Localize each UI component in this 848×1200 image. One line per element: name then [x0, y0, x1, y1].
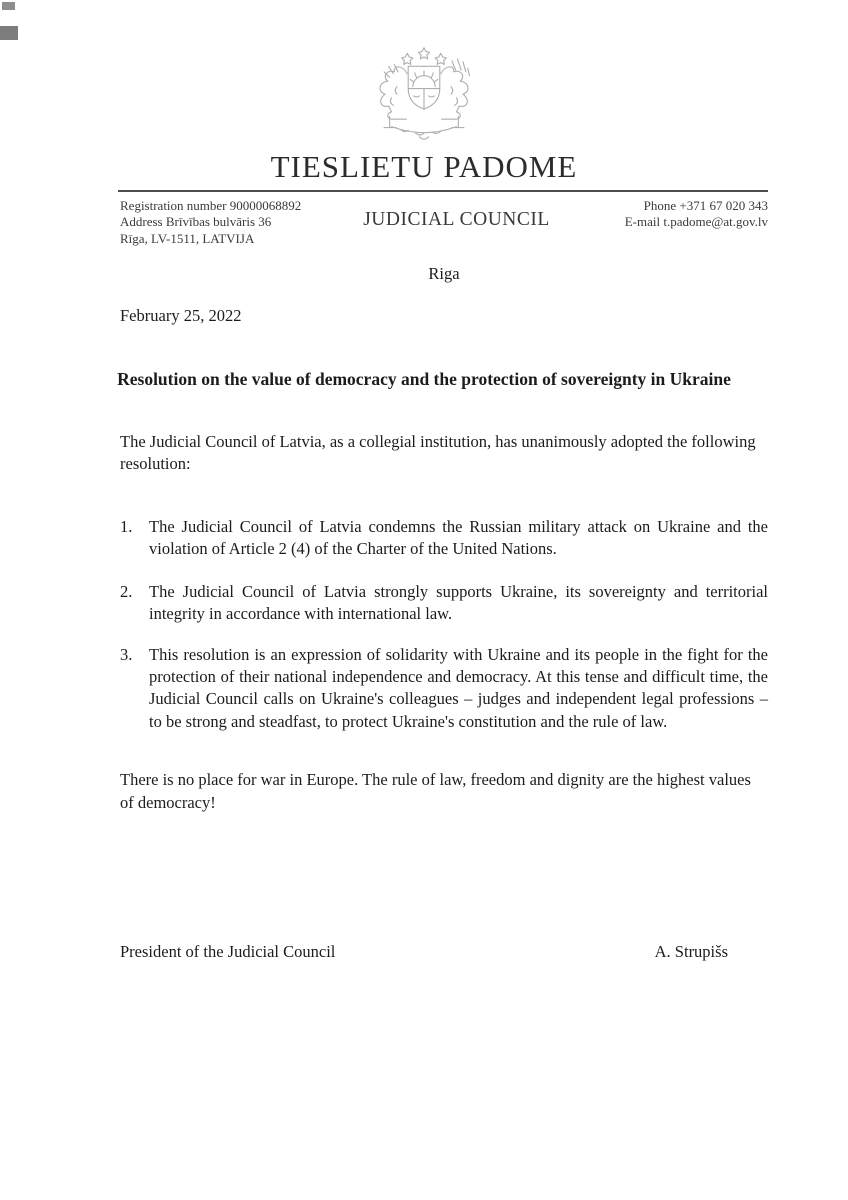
- letterhead-contact-row: [120, 198, 768, 249]
- list-item-number: 3.: [120, 644, 133, 664]
- signature-row: [120, 942, 768, 962]
- document-place: Riga: [428, 264, 460, 284]
- city-line: Rīga, LV-1511, LATVIJA: [120, 231, 255, 247]
- address-line: Address Brīvības bulvāris 36: [120, 214, 272, 230]
- list-item-number: 1.: [120, 516, 133, 536]
- intro-paragraph: The Judicial Council of Latvia, as a collegial institution, has unanimously adopted the following resolution:: [120, 431, 756, 474]
- letterhead-contact-block: [558, 198, 768, 232]
- list-item: [120, 516, 768, 561]
- org-name-latvian: TIESLIETU PADOME: [270, 149, 578, 184]
- org-name-english: JUDICIAL COUNCIL: [363, 208, 550, 230]
- signature-role: President of the Judicial Council: [120, 942, 336, 962]
- letterhead: [0, 0, 848, 184]
- latvia-coat-of-arms-icon: [362, 44, 486, 148]
- scan-artifact-mark: [2, 2, 15, 10]
- signature-name: A. Strupišs: [654, 942, 728, 962]
- email-line: E-mail t.padome@at.gov.lv: [624, 214, 768, 230]
- letterhead-registration-block: [120, 198, 355, 249]
- list-item-text: This resolution is an expression of solidarity with Ukraine and its people in the fight for the protection of their national independence and democracy. At this tense and difficult time, the Judicial Council calls on Ukraine's colleagues – judges and independent legal professions – to be strong and steadfast, to protect Ukraine's constitution and the rule of law.: [149, 644, 768, 731]
- scan-artifact-mark: [0, 26, 18, 40]
- list-item: [120, 644, 768, 734]
- phone-line: Phone +371 67 020 343: [643, 197, 768, 213]
- list-item: [120, 581, 768, 626]
- document-title: Resolution on the value of democracy and the protection of sovereignty in Ukraine: [117, 369, 731, 390]
- registration-number: Registration number 90000068892: [120, 197, 302, 213]
- document-date: February 25, 2022: [120, 306, 242, 326]
- list-item-text: The Judicial Council of Latvia strongly supports Ukraine, its sovereignty and territorial integrity in accordance with international law.: [149, 581, 768, 624]
- letterhead-divider: [118, 190, 768, 192]
- list-item-number: 2.: [120, 581, 133, 601]
- list-item-text: The Judicial Council of Latvia condemns the Russian military attack on Ukraine and the violation of Article 2 (4) of the Charter of the United Nations.: [149, 516, 768, 559]
- resolution-list: [120, 516, 768, 734]
- closing-paragraph: There is no place for war in Europe. The rule of law, freedom and dignity are the highest values of democracy!: [120, 770, 751, 812]
